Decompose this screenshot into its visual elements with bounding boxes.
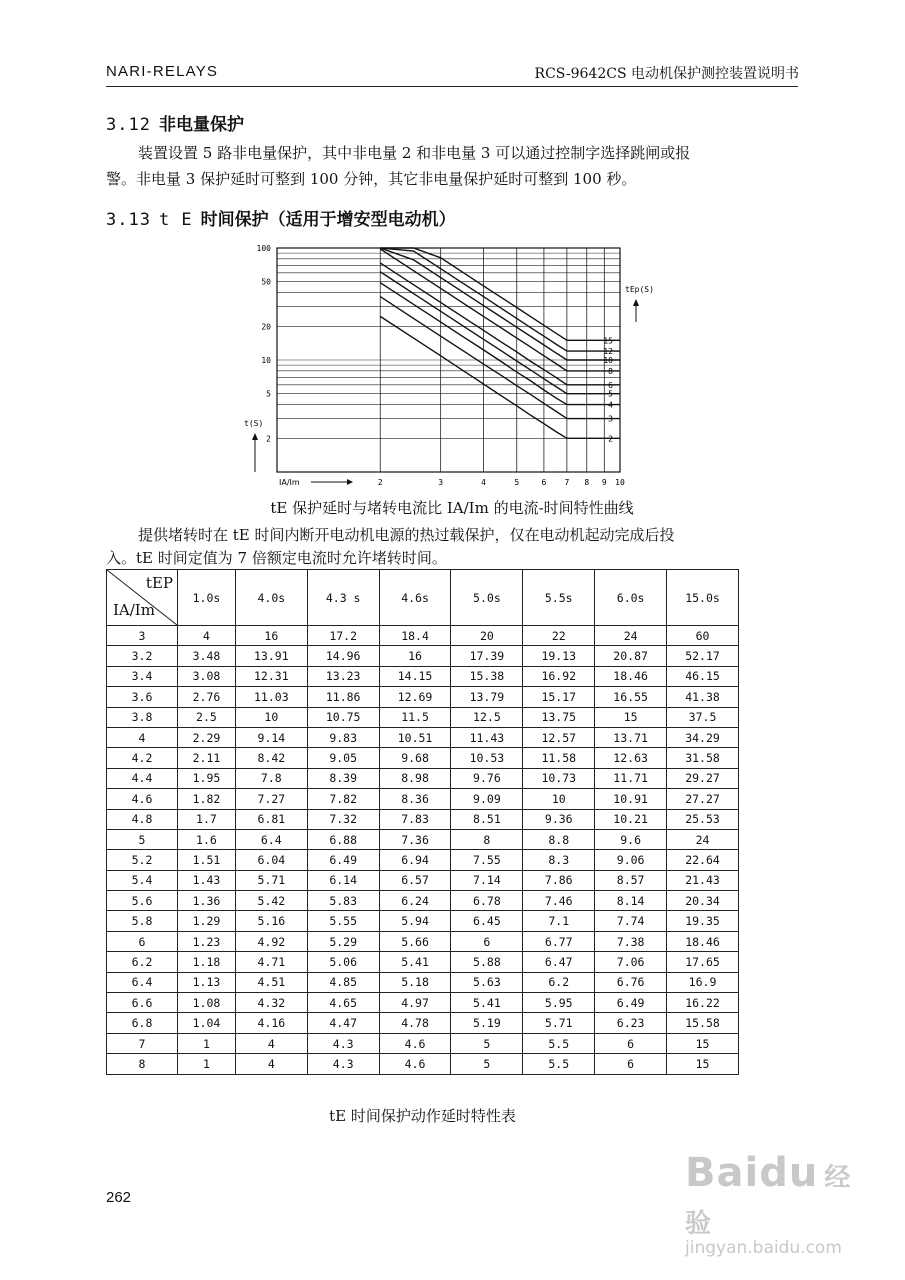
table-cell: 4 [235, 1054, 307, 1074]
column-header: 15.0s [667, 570, 739, 626]
table-cell: 2.5 [178, 707, 236, 727]
table-cell: 13.23 [307, 666, 379, 686]
table-cell: 9.06 [595, 850, 667, 870]
table-cell: 1.04 [178, 1013, 236, 1033]
curve-series [380, 248, 620, 360]
table-cell: 1.13 [178, 972, 236, 992]
table-cell: 6.24 [379, 891, 451, 911]
table-cell: 5.19 [451, 1013, 523, 1033]
baidu-jingyan-watermark [685, 1150, 865, 1258]
row-ratio-cell: 5.4 [107, 870, 178, 890]
column-header: 1.0s [178, 570, 236, 626]
table-cell: 8.98 [379, 768, 451, 788]
table-header-row [107, 570, 739, 626]
table-cell: 11.43 [451, 727, 523, 747]
row-ratio-cell: 3 [107, 626, 178, 646]
table-cell: 14.15 [379, 666, 451, 686]
table-cell: 4.3 [307, 1054, 379, 1074]
row-ratio-cell: 4.2 [107, 748, 178, 768]
table-cell: 9.83 [307, 727, 379, 747]
row-ratio-cell: 5.6 [107, 891, 178, 911]
table-cell: 8 [451, 829, 523, 849]
table-cell: 9.68 [379, 748, 451, 768]
table-cell: 16 [235, 626, 307, 646]
table-cell: 7.32 [307, 809, 379, 829]
row-ratio-cell: 3.6 [107, 687, 178, 707]
table-cell: 8.57 [595, 870, 667, 890]
table-cell: 10 [235, 707, 307, 727]
table-cell: 5.18 [379, 972, 451, 992]
section-heading-3-13 [106, 205, 456, 230]
table-cell: 1.43 [178, 870, 236, 890]
table-cell: 5.41 [451, 993, 523, 1013]
table-cell: 4.16 [235, 1013, 307, 1033]
table-row [107, 626, 739, 646]
right-tick-label: 5 [608, 389, 613, 399]
table-cell: 14.96 [307, 646, 379, 666]
table-row [107, 931, 739, 951]
table-cell: 5.29 [307, 931, 379, 951]
table-cell: 27.27 [667, 789, 739, 809]
table-cell: 16.22 [667, 993, 739, 1013]
table-cell: 6.78 [451, 891, 523, 911]
table-cell: 5 [451, 1033, 523, 1053]
table-cell: 60 [667, 626, 739, 646]
current-time-characteristic-chart [240, 240, 660, 500]
table-cell: 9.14 [235, 727, 307, 747]
table-cell: 18.46 [667, 931, 739, 951]
table-cell: 37.5 [667, 707, 739, 727]
header-left: NARI-RELAYS [106, 63, 219, 80]
table-cell: 10.53 [451, 748, 523, 768]
table-cell: 9.05 [307, 748, 379, 768]
table-cell: 6.81 [235, 809, 307, 829]
table-cell: 4.6 [379, 1033, 451, 1053]
row-ratio-cell: 3.2 [107, 646, 178, 666]
table-cell: 11.5 [379, 707, 451, 727]
watermark-brand: Baidu [685, 1150, 819, 1196]
table-cell: 5.42 [235, 891, 307, 911]
row-ratio-cell: 3.4 [107, 666, 178, 686]
table-cell: 4.51 [235, 972, 307, 992]
table-cell: 3.48 [178, 646, 236, 666]
table-cell: 1.82 [178, 789, 236, 809]
table-cell: 6 [451, 931, 523, 951]
table-cell: 6.2 [523, 972, 595, 992]
y-tick-label: 10 [261, 356, 271, 365]
table-cell: 10.51 [379, 727, 451, 747]
corner-label-ratio: IA/Im [113, 601, 155, 619]
x-tick-label: 7 [564, 478, 570, 487]
table-row [107, 789, 739, 809]
table-cell: 6.76 [595, 972, 667, 992]
paragraph-line: 提供堵转时在 tE 时间内断开电动机电源的热过载保护，仅在电动机起动完成后投 [138, 526, 675, 544]
table-cell: 10.91 [595, 789, 667, 809]
y-tick-label: 100 [256, 244, 271, 253]
x-tick-label: 6 [541, 478, 547, 487]
table-cell: 20.34 [667, 891, 739, 911]
row-ratio-cell: 3.8 [107, 707, 178, 727]
table-cell: 7.1 [523, 911, 595, 931]
row-ratio-cell: 4.6 [107, 789, 178, 809]
table-cell: 7.46 [523, 891, 595, 911]
row-ratio-cell: 6.6 [107, 993, 178, 1013]
table-cell: 5.94 [379, 911, 451, 931]
table-cell: 18.46 [595, 666, 667, 686]
table-cell: 9.09 [451, 789, 523, 809]
table-cell: 6.49 [595, 993, 667, 1013]
table-row [107, 748, 739, 768]
section-title: 时间保护（适用于增安型电动机） [200, 210, 456, 230]
table-cell: 4 [235, 1033, 307, 1053]
curve-series [380, 297, 620, 419]
y-tick-label: 20 [261, 322, 271, 332]
table-cell: 12.69 [379, 687, 451, 707]
right-axis-title: tEp(S) [625, 285, 654, 294]
table-cell: 8.42 [235, 748, 307, 768]
table-cell: 4.3 [307, 1033, 379, 1053]
table-row [107, 707, 739, 727]
table-cell: 10.75 [307, 707, 379, 727]
table-cell: 15 [667, 1054, 739, 1074]
table-cell: 5 [451, 1054, 523, 1074]
table-cell: 5.83 [307, 891, 379, 911]
table-row [107, 727, 739, 747]
table-cell: 7.82 [307, 789, 379, 809]
table-cell: 6.45 [451, 911, 523, 931]
table-cell: 4.65 [307, 993, 379, 1013]
table-cell: 5.63 [451, 972, 523, 992]
row-ratio-cell: 6.8 [107, 1013, 178, 1033]
table-cell: 7.27 [235, 789, 307, 809]
table-cell: 4.85 [307, 972, 379, 992]
section-title: 非电量保护 [158, 115, 244, 135]
table-cell: 15.58 [667, 1013, 739, 1033]
watermark-url: jingyan.baidu.com [685, 1238, 842, 1258]
table-cell: 17.2 [307, 626, 379, 646]
table-cell: 7.8 [235, 768, 307, 788]
table-cell: 21.43 [667, 870, 739, 890]
table-cell: 6.14 [307, 870, 379, 890]
curve-series [380, 283, 620, 405]
table-cell: 13.71 [595, 727, 667, 747]
table-cell: 5.5 [523, 1054, 595, 1074]
table-cell: 5.55 [307, 911, 379, 931]
table-row [107, 1033, 739, 1053]
table-cell: 4.32 [235, 993, 307, 1013]
section-number: 3.12 [106, 115, 151, 135]
table-cell: 2.76 [178, 687, 236, 707]
x-tick-label: 2 [377, 478, 383, 487]
table-cell: 2.29 [178, 727, 236, 747]
header-rule [106, 86, 798, 87]
table-cell: 1.95 [178, 768, 236, 788]
curve-series [380, 249, 620, 371]
delay-characteristic-table [106, 569, 739, 1075]
table-cell: 7.55 [451, 850, 523, 870]
header-right: RCS-9642CS 电动机保护测控装置说明书 [534, 66, 799, 82]
row-ratio-cell: 5 [107, 829, 178, 849]
table-cell: 5.41 [379, 952, 451, 972]
section-heading-3-12 [106, 110, 244, 135]
y-tick-label: 50 [261, 277, 271, 287]
x-tick-label: 5 [514, 478, 520, 487]
table-cell: 4.71 [235, 952, 307, 972]
table-row [107, 993, 739, 1013]
table-cell: 18.4 [379, 626, 451, 646]
table-cell: 7.38 [595, 931, 667, 951]
x-tick-label: 4 [481, 478, 486, 487]
column-header: 4.0s [235, 570, 307, 626]
table-cell: 10 [523, 789, 595, 809]
x-axis-arrowhead [347, 479, 353, 485]
table-row [107, 829, 739, 849]
table-cell: 12.5 [451, 707, 523, 727]
table-cell: 20.87 [595, 646, 667, 666]
table-row [107, 646, 739, 666]
x-tick-label: 8 [584, 478, 590, 487]
table-caption: tE 时间保护动作延时特性表 [329, 1107, 516, 1125]
table-cell: 1.36 [178, 891, 236, 911]
table-row [107, 768, 739, 788]
table-cell: 16.55 [595, 687, 667, 707]
table-row [107, 891, 739, 911]
right-tick-label: 12 [603, 347, 613, 357]
x-axis-title: IA/Im [279, 478, 300, 487]
column-header: 6.0s [595, 570, 667, 626]
table-cell: 4.6 [379, 1054, 451, 1074]
table-cell: 22 [523, 626, 595, 646]
table-cell: 34.29 [667, 727, 739, 747]
table-cell: 1 [178, 1054, 236, 1074]
curve-series [380, 248, 620, 351]
table-cell: 4.97 [379, 993, 451, 1013]
table-cell: 6 [595, 1054, 667, 1074]
column-header: 5.5s [523, 570, 595, 626]
table-cell: 9.76 [451, 768, 523, 788]
table-row [107, 972, 739, 992]
column-header: 4.6s [379, 570, 451, 626]
table-cell: 6 [595, 1033, 667, 1053]
table-cell: 7.83 [379, 809, 451, 829]
table-cell: 1.6 [178, 829, 236, 849]
table-row [107, 952, 739, 972]
table-cell: 8.3 [523, 850, 595, 870]
row-ratio-cell: 4.4 [107, 768, 178, 788]
table-cell: 16.92 [523, 666, 595, 686]
table-cell: 11.03 [235, 687, 307, 707]
table-cell: 25.53 [667, 809, 739, 829]
right-axis-arrowhead [633, 299, 639, 306]
right-tick-label: 6 [608, 380, 613, 390]
right-tick-label: 3 [608, 414, 613, 424]
right-tick-label: 4 [608, 400, 613, 410]
watermark-brand-cn: 经验 [685, 1163, 852, 1239]
table-cell: 10.21 [595, 809, 667, 829]
column-header: 4.3 s [307, 570, 379, 626]
table-cell: 1.7 [178, 809, 236, 829]
curve-series [380, 263, 620, 385]
table-cell: 13.91 [235, 646, 307, 666]
table-cell: 12.31 [235, 666, 307, 686]
right-tick-label: 8 [608, 366, 613, 376]
table-cell: 5.16 [235, 911, 307, 931]
row-ratio-cell: 4.8 [107, 809, 178, 829]
table-cell: 6.49 [307, 850, 379, 870]
table-cell: 12.63 [595, 748, 667, 768]
table-cell: 7.36 [379, 829, 451, 849]
column-header: 5.0s [451, 570, 523, 626]
row-ratio-cell: 6.2 [107, 952, 178, 972]
table-cell: 8.51 [451, 809, 523, 829]
table-cell: 5.66 [379, 931, 451, 951]
table-cell: 8.39 [307, 768, 379, 788]
row-ratio-cell: 5.2 [107, 850, 178, 870]
table-cell: 41.38 [667, 687, 739, 707]
paragraph-line: 警。非电量 3 保护延时可整到 100 分钟，其它非电量保护延时可整到 100 秒。 [106, 170, 637, 188]
table-cell: 5.88 [451, 952, 523, 972]
table-cell: 5.71 [523, 1013, 595, 1033]
table-cell: 1.51 [178, 850, 236, 870]
table-row [107, 1013, 739, 1033]
table-cell: 46.15 [667, 666, 739, 686]
table-cell: 15 [667, 1033, 739, 1053]
table-cell: 19.35 [667, 911, 739, 931]
table-cell: 6.47 [523, 952, 595, 972]
table-cell: 6.88 [307, 829, 379, 849]
table-cell: 20 [451, 626, 523, 646]
table-cell: 7.86 [523, 870, 595, 890]
row-ratio-cell: 6 [107, 931, 178, 951]
table-cell: 6.23 [595, 1013, 667, 1033]
table-cell: 24 [667, 829, 739, 849]
row-ratio-cell: 7 [107, 1033, 178, 1053]
table-cell: 6.57 [379, 870, 451, 890]
table-cell: 31.58 [667, 748, 739, 768]
table-cell: 12.57 [523, 727, 595, 747]
table-cell: 4 [178, 626, 236, 646]
table-cell: 16.9 [667, 972, 739, 992]
row-ratio-cell: 5.8 [107, 911, 178, 931]
table-row [107, 870, 739, 890]
x-tick-label: 10 [615, 478, 625, 487]
row-ratio-cell: 4 [107, 727, 178, 747]
table-cell: 22.64 [667, 850, 739, 870]
table-cell: 17.65 [667, 952, 739, 972]
table-row [107, 809, 739, 829]
table-cell: 6.94 [379, 850, 451, 870]
table-cell: 9.36 [523, 809, 595, 829]
table-cell: 2.11 [178, 748, 236, 768]
row-ratio-cell: 8 [107, 1054, 178, 1074]
table-cell: 5.5 [523, 1033, 595, 1053]
x-tick-label: 9 [601, 478, 607, 487]
table-cell: 29.27 [667, 768, 739, 788]
table-cell: 6.4 [235, 829, 307, 849]
table-cell: 1.29 [178, 911, 236, 931]
table-cell: 15.38 [451, 666, 523, 686]
table-cell: 6.77 [523, 931, 595, 951]
table-cell: 19.13 [523, 646, 595, 666]
table-row [107, 911, 739, 931]
page-number: 262 [106, 1189, 132, 1206]
table-cell: 5.95 [523, 993, 595, 1013]
table-cell: 7.14 [451, 870, 523, 890]
paragraph-line: 入。tE 时间定值为 7 倍额定电流时允许堵转时间。 [106, 549, 447, 567]
table-cell: 6.04 [235, 850, 307, 870]
table-cell: 4.92 [235, 931, 307, 951]
table-cell: 4.78 [379, 1013, 451, 1033]
table-cell: 11.86 [307, 687, 379, 707]
right-tick-label: 10 [603, 356, 613, 365]
table-cell: 13.79 [451, 687, 523, 707]
y-axis-arrowhead [252, 433, 258, 440]
y-axis-title: t(S) [244, 419, 264, 428]
right-tick-label: 2 [608, 434, 613, 444]
x-tick-label: 3 [438, 478, 444, 487]
table-cell: 11.71 [595, 768, 667, 788]
table-cell: 1.08 [178, 993, 236, 1013]
table-cell: 1 [178, 1033, 236, 1053]
figure-caption: tE 保护延时与堵转电流比 IA/Im 的电流-时间特性曲线 [270, 499, 634, 517]
y-tick-label: 2 [266, 434, 271, 444]
table-cell: 5.06 [307, 952, 379, 972]
table-cell: 8.36 [379, 789, 451, 809]
table-cell: 13.75 [523, 707, 595, 727]
table-cell: 1.23 [178, 931, 236, 951]
table-row [107, 1054, 739, 1074]
table-cell: 17.39 [451, 646, 523, 666]
table-cell: 7.06 [595, 952, 667, 972]
table-cell: 10.73 [523, 768, 595, 788]
y-tick-label: 5 [266, 389, 271, 399]
table-cell: 7.74 [595, 911, 667, 931]
right-tick-label: 15 [603, 336, 613, 346]
table-cell: 16 [379, 646, 451, 666]
table-cell: 8.8 [523, 829, 595, 849]
table-cell: 15 [595, 707, 667, 727]
paragraph-line: 装置设置 5 路非电量保护，其中非电量 2 和非电量 3 可以通过控制字选择跳闸或报 [138, 144, 691, 162]
table-cell: 15.17 [523, 687, 595, 707]
table-cell: 24 [595, 626, 667, 646]
table-cell: 8.14 [595, 891, 667, 911]
table-cell: 1.18 [178, 952, 236, 972]
corner-label-tep: tEP [145, 574, 173, 592]
table-row [107, 850, 739, 870]
table-cell: 9.6 [595, 829, 667, 849]
table-row [107, 687, 739, 707]
table-cell: 52.17 [667, 646, 739, 666]
table-cell: 5.71 [235, 870, 307, 890]
section-title-prefix: t E [158, 210, 193, 230]
table-corner-cell [107, 570, 178, 626]
table-cell: 4.47 [307, 1013, 379, 1033]
table-row [107, 666, 739, 686]
section-number: 3.13 [106, 210, 151, 230]
table-cell: 11.58 [523, 748, 595, 768]
row-ratio-cell: 6.4 [107, 972, 178, 992]
table-cell: 3.08 [178, 666, 236, 686]
